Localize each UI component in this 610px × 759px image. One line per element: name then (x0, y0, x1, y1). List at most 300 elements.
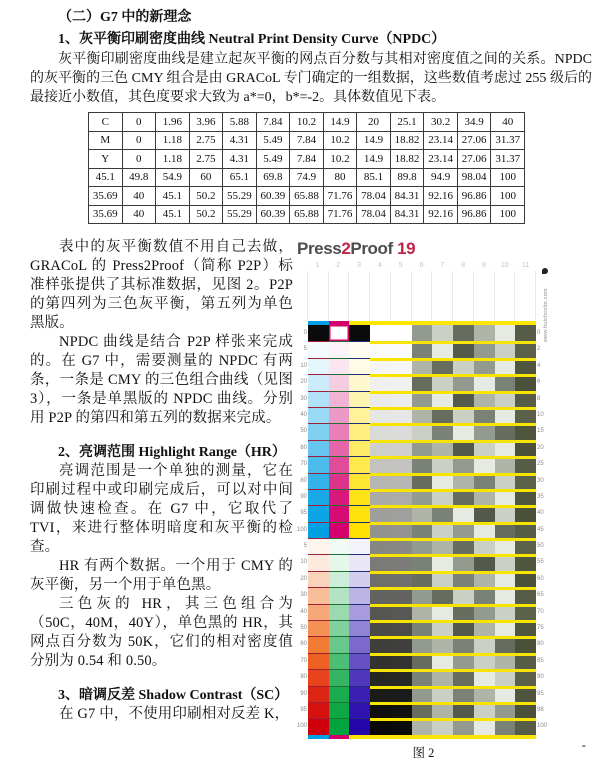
p2p-color-patch (495, 407, 516, 423)
p2p-patch-grid (297, 321, 548, 739)
p2p-color-patch (515, 686, 536, 702)
p2p-color-patch (391, 636, 412, 652)
table-cell: 71.76 (323, 187, 357, 206)
table-cell: 5.49 (256, 150, 290, 169)
p2p-left-tint-label: 70 (300, 657, 307, 664)
p2p-color-patch (412, 653, 433, 669)
p2p-right-percent-label: 35 (537, 493, 544, 500)
table-cell: 74.9 (290, 168, 324, 187)
p2p-color-patch (412, 391, 433, 407)
p2p-column-number: 8 (461, 262, 466, 269)
table-cell: 1.18 (156, 131, 190, 150)
p2p-color-patch (515, 407, 536, 423)
p2p-color-patch (495, 505, 516, 521)
p2p-patch-row (297, 522, 544, 538)
p2p-color-patch (412, 604, 433, 620)
p2p-color-patch (308, 505, 329, 521)
p2p-left-tint-label: 50 (300, 428, 307, 435)
p2p-gridline-cell (515, 271, 536, 321)
p2p-color-patch (453, 538, 474, 554)
p2p-color-patch (474, 636, 495, 652)
p2p-left-tint-label: 5 (303, 346, 307, 353)
table-cell: 14.9 (357, 150, 391, 169)
p2p-patch-row (297, 391, 541, 407)
p2p-color-patch (474, 473, 495, 489)
p2p-color-patch (515, 456, 536, 472)
p2p-color-patch (349, 391, 370, 407)
table-cell: 69.8 (256, 168, 290, 187)
p2p-patch-row (297, 489, 544, 505)
p2p-color-patch (515, 554, 536, 570)
table-row (89, 205, 525, 224)
p2p-color-patch (412, 702, 433, 718)
table-cell: 84.31 (390, 205, 424, 224)
p2p-column-number: 7 (440, 262, 445, 269)
paragraph-p2p: 表中的灰平衡数值不用自己去做，GRACoL 的 Press2Proof（简称 P2P）标准样张提供了其标准数据，见图 2。P2P 的第四列为三色灰平衡，第五列为单色黑版。 (30, 239, 293, 331)
p2p-right-percent-label: 6 (537, 379, 541, 386)
p2p-color-patch (495, 620, 516, 636)
p2p-patch-row (297, 686, 544, 702)
p2p-color-patch (308, 440, 329, 456)
p2p-color-patch (391, 440, 412, 456)
p2p-color-patch (370, 440, 391, 456)
p2p-right-percent-label: 20 (537, 444, 544, 451)
p2p-color-patch (474, 522, 495, 538)
p2p-right-percent-label: 45 (537, 526, 544, 533)
p2p-column-number: 9 (481, 262, 486, 269)
table-cell: 50.2 (189, 187, 223, 206)
table-cell: 27.06 (457, 150, 491, 169)
p2p-color-patch (349, 456, 370, 472)
p2p-color-patch (308, 653, 329, 669)
p2p-color-patch (329, 505, 350, 521)
p2p-patch-row (297, 538, 544, 554)
p2p-color-patch (474, 505, 495, 521)
p2p-left-tint-label: 100 (297, 723, 308, 730)
table-cell: 65.88 (290, 205, 324, 224)
p2p-color-patch (370, 669, 391, 685)
p2p-color-patch (391, 505, 412, 521)
p2p-color-patch (308, 702, 329, 718)
p2p-color-patch (308, 489, 329, 505)
p2p-color-patch (412, 686, 433, 702)
p2p-color-patch (370, 407, 391, 423)
p2p-patch-row (297, 341, 541, 357)
table-cell: 4.31 (223, 150, 257, 169)
p2p-color-patch (453, 325, 474, 341)
p2p-color-patch (349, 341, 370, 357)
p2p-color-patch (391, 374, 412, 390)
p2p-patch-row (297, 374, 541, 390)
table-cell: 14.9 (357, 131, 391, 150)
table-cell: 78.04 (357, 187, 391, 206)
p2p-color-patch (329, 374, 350, 390)
p2p-right-percent-label: 25 (537, 461, 544, 468)
p2p-color-patch (495, 669, 516, 685)
p2p-color-patch (349, 538, 370, 554)
p2p-color-patch (391, 473, 412, 489)
p2p-color-patch (391, 358, 412, 374)
table-cell: 34.9 (457, 113, 491, 132)
table-cell: 35.69 (89, 205, 123, 224)
p2p-color-patch (349, 505, 370, 521)
table-cell: 89.8 (390, 168, 424, 187)
table-cell: 98.04 (457, 168, 491, 187)
paragraph-sc-1: 在 G7 中，不使用印刷相对反差 K， (59, 706, 290, 722)
table-row (89, 131, 525, 150)
p2p-right-percent-label: 85 (537, 657, 544, 664)
p2p-color-patch (453, 571, 474, 587)
p2p-color-patch (349, 522, 370, 538)
table-cell: 23.14 (424, 150, 458, 169)
p2p-color-patch (329, 604, 350, 620)
p2p-color-patch (349, 358, 370, 374)
section-heading: （二）G7 中的新理念 (58, 10, 192, 25)
p2p-color-patch (495, 702, 516, 718)
p2p-patch-row (297, 604, 544, 620)
p2p-color-patch (453, 473, 474, 489)
p2p-color-patch (349, 325, 370, 341)
table-cell: 1.18 (156, 150, 190, 169)
p2p-color-patch (370, 653, 391, 669)
p2p-gridline-cell (495, 271, 516, 321)
p2p-color-patch (308, 587, 329, 603)
paragraph-hr-3: 三色灰的 HR，其三色组合为（50C，40M，40Y），单色黑的 HR，其网点百分数为 50K，它们的相对密度值分别为 0.54 和 0.50。 (30, 596, 293, 669)
p2p-left-tint-label: 5 (303, 543, 307, 550)
p2p-color-patch (308, 571, 329, 587)
table-cell: 0 (122, 150, 156, 169)
p2p-left-tint-label: 95 (300, 510, 307, 517)
p2p-left-tint-label: 40 (300, 608, 307, 615)
p2p-color-patch (308, 391, 329, 407)
p2p-color-patch (474, 358, 495, 374)
p2p-color-patch (495, 686, 516, 702)
p2p-color-patch (329, 358, 350, 374)
p2p-color-patch (453, 440, 474, 456)
p2p-left-tint-label: 50 (300, 625, 307, 632)
p2p-color-patch (329, 636, 350, 652)
table-cell: 30.2 (424, 113, 458, 132)
p2p-color-patch (308, 604, 329, 620)
press2proof-target-image (297, 238, 550, 739)
p2p-color-patch (453, 653, 474, 669)
p2p-right-percent-label: 0 (537, 330, 541, 336)
p2p-color-patch (370, 325, 391, 341)
p2p-color-patch (370, 341, 391, 357)
p2p-left-tint-label: 20 (300, 575, 307, 582)
p2p-color-patch (391, 456, 412, 472)
table-cell: 7.84 (290, 131, 324, 150)
p2p-color-patch (515, 522, 536, 538)
p2p-color-patch (474, 669, 495, 685)
p2p-color-patch (474, 653, 495, 669)
p2p-color-patch (453, 407, 474, 423)
table-cell: 65.1 (223, 168, 257, 187)
table-cell: 96.86 (457, 205, 491, 224)
p2p-color-patch (370, 538, 391, 554)
p2p-left-tint-label: 90 (300, 690, 307, 697)
p2p-color-patch (515, 489, 536, 505)
p2p-color-patch (391, 718, 412, 734)
p2p-column-number: 2 (336, 262, 341, 269)
p2p-patch-row (297, 571, 544, 587)
p2p-color-patch (515, 423, 536, 439)
p2p-color-patch (349, 473, 370, 489)
p2p-color-patch (515, 669, 536, 685)
p2p-color-patch (453, 522, 474, 538)
p2p-color-patch (432, 686, 453, 702)
p2p-color-patch (391, 489, 412, 505)
p2p-color-patch (329, 423, 350, 439)
p2p-color-patch (391, 522, 412, 538)
p2p-color-patch (349, 489, 370, 505)
p2p-color-patch (474, 374, 495, 390)
table-cell: 40 (491, 113, 525, 132)
p2p-color-patch (515, 587, 536, 603)
p2p-color-patch (349, 702, 370, 718)
p2p-color-patch (412, 358, 433, 374)
p2p-color-patch (432, 358, 453, 374)
p2p-color-patch (308, 374, 329, 390)
p2p-color-patch (432, 473, 453, 489)
table-cell: 45.1 (89, 168, 123, 187)
p2p-right-percent-label: 4 (537, 362, 541, 369)
p2p-color-patch (515, 702, 536, 718)
p2p-left-tint-label: 80 (300, 477, 307, 484)
p2p-color-patch (495, 653, 516, 669)
p2p-color-patch (349, 440, 370, 456)
p2p-patch-row (297, 669, 544, 685)
p2p-color-patch (474, 554, 495, 570)
p2p-color-patch (432, 391, 453, 407)
p2p-color-patch (412, 505, 433, 521)
p2p-right-percent-label: 30 (537, 477, 544, 484)
table-cell: 10.2 (323, 131, 357, 150)
p2p-color-patch (370, 702, 391, 718)
p2p-left-tint-label: 60 (300, 444, 307, 451)
p2p-color-patch (329, 456, 350, 472)
figure-2-caption: 图 2 (412, 745, 435, 759)
p2p-strip-segment (308, 735, 329, 739)
p2p-color-patch (453, 423, 474, 439)
p2p-patch-row (297, 325, 541, 341)
p2p-color-patch (329, 653, 350, 669)
table-cell: 31.37 (491, 131, 525, 150)
p2p-color-patch (453, 554, 474, 570)
p2p-color-patch (453, 456, 474, 472)
table-cell: 96.86 (457, 187, 491, 206)
table-row (89, 150, 525, 169)
table-cell: Y (89, 150, 123, 169)
p2p-color-patch (370, 554, 391, 570)
p2p-color-patch (474, 718, 495, 734)
p2p-color-patch (515, 473, 536, 489)
table-cell: 55.29 (223, 187, 257, 206)
p2p-color-patch (432, 702, 453, 718)
table-cell: 60 (189, 168, 223, 187)
p2p-right-percent-label: 65 (537, 592, 544, 599)
p2p-gridline-cell (349, 271, 370, 321)
p2p-color-patch (453, 604, 474, 620)
p2p-color-patch (453, 489, 474, 505)
p2p-left-tint-label: 80 (300, 674, 307, 681)
p2p-color-patch (308, 718, 329, 734)
table-cell: 20 (357, 113, 391, 132)
p2p-color-patch (432, 341, 453, 357)
p2p-color-patch (495, 374, 516, 390)
p2p-color-patch (474, 391, 495, 407)
p2p-color-patch (308, 407, 329, 423)
p2p-patch-row (297, 718, 548, 734)
p2p-color-patch (412, 423, 433, 439)
p2p-color-patch (349, 653, 370, 669)
table-cell: 45.1 (156, 205, 190, 224)
table-cell: M (89, 131, 123, 150)
p2p-color-patch (370, 505, 391, 521)
table-cell: 45.1 (156, 187, 190, 206)
table-cell: 10.2 (323, 150, 357, 169)
p2p-color-patch (308, 423, 329, 439)
p2p-right-percent-label: 80 (537, 641, 544, 648)
p2p-color-patch (308, 358, 329, 374)
p2p-color-patch (329, 538, 350, 554)
p2p-gridline-cell (474, 271, 495, 321)
p2p-color-patch (432, 571, 453, 587)
p2p-color-patch (495, 423, 516, 439)
heading-highlight-range: 2、亮调范围 Highlight Range（HR） (58, 445, 286, 460)
p2p-color-patch (349, 620, 370, 636)
p2p-patch-row (297, 473, 544, 489)
p2p-right-percent-label: 15 (537, 428, 544, 435)
p2p-color-patch (412, 407, 433, 423)
p2p-column-ruler (307, 260, 536, 271)
table-cell: 18.82 (390, 150, 424, 169)
table-cell: 94.9 (424, 168, 458, 187)
p2p-color-patch (495, 473, 516, 489)
table-cell: 10.2 (290, 113, 324, 132)
figure-2-column (297, 238, 550, 759)
p2p-color-patch (349, 718, 370, 734)
p2p-color-patch (391, 423, 412, 439)
p2p-color-patch (308, 686, 329, 702)
table-cell: 100 (491, 205, 525, 224)
p2p-color-patch (515, 358, 536, 374)
p2p-color-patch (391, 702, 412, 718)
p2p-left-tint-label: 30 (300, 592, 307, 599)
heading-shadow-contrast: 3、暗调反差 Shadow Contrast（SC） (58, 688, 289, 703)
p2p-color-patch (412, 571, 433, 587)
p2p-patch-row (297, 653, 544, 669)
paragraph-npdc-curve: NPDC 曲线是结合 P2P 样张来完成的。在 G7 中，需要测量的 NPDC 有两条，一条是 CMY 的三色组合曲线（见图 3），一条是单黑版的 NPDC 曲线。分别用 P2P 的第四和第五列的数据来完成。 (30, 334, 293, 426)
p2p-color-patch (329, 489, 350, 505)
p2p-strip-segment (349, 735, 536, 739)
p2p-patch-row (297, 456, 544, 472)
table-cell: 85.1 (357, 168, 391, 187)
p2p-color-patch (412, 325, 433, 341)
p2p-color-patch (308, 538, 329, 554)
p2p-color-patch (412, 522, 433, 538)
paragraph-hr-1: 亮调范围是一个单独的测量，它在印刷过程中或印刷完成后，可以对中间调做快速检查。在 G7 中，它取代了 TVI，来进行整体明暗度和灰平衡的检查。 (30, 463, 293, 555)
p2p-color-patch (329, 440, 350, 456)
p2p-color-patch (391, 325, 412, 341)
table-cell: 54.9 (156, 168, 190, 187)
p2p-color-patch (432, 538, 453, 554)
p2p-color-patch (349, 686, 370, 702)
p2p-gridline-cell (370, 271, 391, 321)
p2p-color-patch (453, 505, 474, 521)
p2p-color-patch (391, 407, 412, 423)
p2p-patch-row (297, 620, 544, 636)
table-cell: 2.75 (189, 131, 223, 150)
p2p-color-patch (391, 653, 412, 669)
p2p-color-patch (453, 669, 474, 685)
p2p-gridline-cell (432, 271, 453, 321)
p2p-color-patch (453, 718, 474, 734)
p2p-left-tint-label: 70 (300, 461, 307, 468)
p2p-color-patch (515, 620, 536, 636)
p2p-color-patch (349, 669, 370, 685)
p2p-color-patch (515, 374, 536, 390)
p2p-color-patch (515, 636, 536, 652)
p2p-color-patch (453, 702, 474, 718)
p2p-left-tint-label: 20 (300, 379, 307, 386)
p2p-color-patch (474, 702, 495, 718)
p2p-color-patch (474, 325, 495, 341)
p2p-column-number: 3 (357, 262, 361, 269)
table-cell: 100 (491, 187, 525, 206)
table-cell: 25.1 (390, 113, 424, 132)
table-cell: 84.31 (390, 187, 424, 206)
p2p-color-patch (474, 456, 495, 472)
p2p-color-patch (474, 489, 495, 505)
p2p-color-patch (495, 522, 516, 538)
p2p-left-tint-label: 30 (300, 395, 307, 402)
p2p-color-patch (308, 456, 329, 472)
p2p-watermark-text: www.hutchcolor.com (543, 288, 549, 342)
p2p-color-patch (412, 587, 433, 603)
two-column-section (30, 238, 592, 759)
p2p-color-patch (474, 620, 495, 636)
p2p-color-patch (391, 538, 412, 554)
p2p-right-percent-label: 100 (537, 723, 548, 730)
p2p-color-patch (412, 538, 433, 554)
p2p-color-patch (329, 702, 350, 718)
table-row (89, 113, 525, 132)
table-cell: 49.8 (122, 168, 156, 187)
hutchcolor-logo-icon (542, 268, 548, 274)
table-cell: 80 (323, 168, 357, 187)
p2p-right-percent-label: 50 (537, 543, 544, 550)
p2p-color-patch (453, 341, 474, 357)
left-text-column (30, 238, 293, 724)
p2p-patch-row (297, 407, 544, 423)
p2p-color-patch (474, 604, 495, 620)
p2p-color-patch (412, 489, 433, 505)
table-cell: 23.14 (424, 131, 458, 150)
p2p-right-percent-label: 55 (537, 559, 544, 566)
p2p-color-patch (412, 620, 433, 636)
p2p-color-patch (412, 473, 433, 489)
p2p-column-number: 11 (521, 262, 530, 269)
table-cell: 31.37 (491, 150, 525, 169)
p2p-color-patch (349, 587, 370, 603)
table-cell: 92.16 (424, 205, 458, 224)
p2p-patch-row (297, 554, 544, 570)
p2p-color-patch (370, 473, 391, 489)
p2p-color-patch (495, 636, 516, 652)
p2p-color-patch (495, 718, 516, 734)
p2p-color-patch (308, 620, 329, 636)
